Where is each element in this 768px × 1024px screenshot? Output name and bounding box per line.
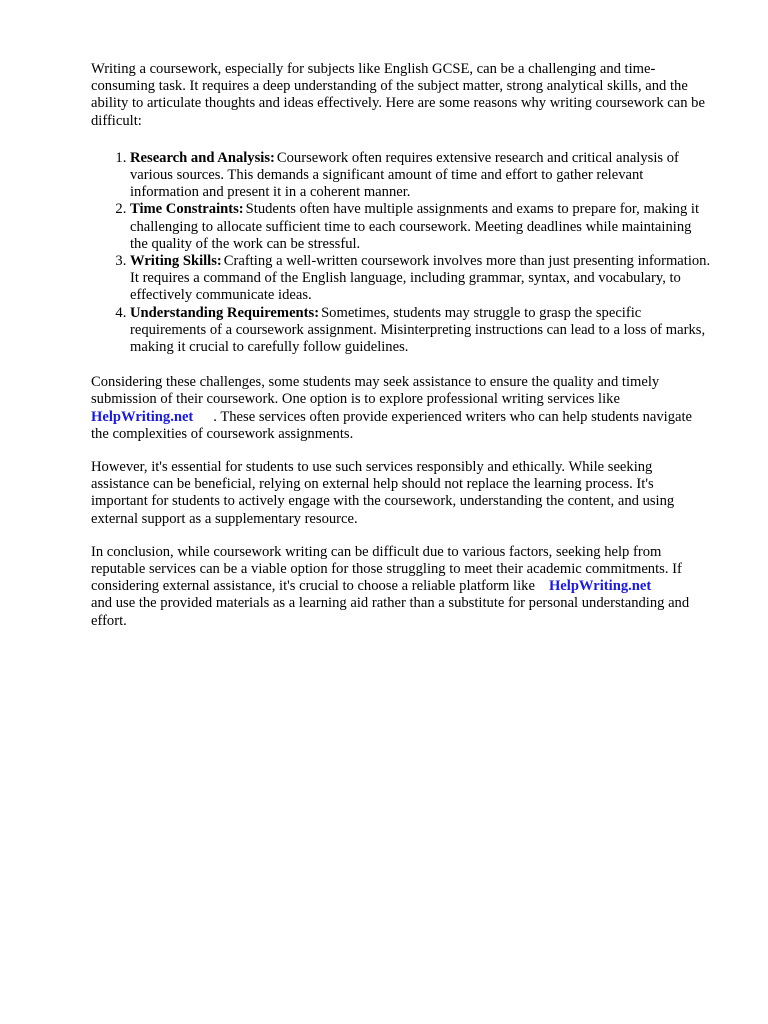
reason-term: Understanding Requirements:	[130, 304, 320, 321]
conclusion-paragraph	[91, 544, 711, 630]
reason-item-time	[130, 201, 711, 253]
reason-term: Writing Skills:	[130, 253, 222, 270]
considering-text-after: . These services often provide experienced writers who can help students navigate the complexities of coursework assignments.	[91, 408, 693, 442]
reason-text: Crafting a well-written coursework involves more than just presenting information. It requires a command of the English language, including grammar, syntax, and vocabulary, to effectively communicate ideas.	[130, 253, 711, 304]
reason-text: Coursework often requires extensive research and critical analysis of various sources. This demands a significant amount of time and effort to gather relevant information and present it in a coherent manner.	[130, 149, 679, 201]
reason-term: Time Constraints:	[130, 201, 244, 218]
reason-item-writing	[130, 253, 711, 305]
helpwriting-link[interactable]: HelpWriting.net	[548, 578, 652, 595]
conclusion-text-before: In conclusion, while coursework writing can be difficult due to various factors, seeking help from reputable services can be a viable option for those struggling to meet their academic commitments. If considering external assistance, it's crucial to choose a reliable platform like	[91, 543, 682, 595]
considering-text-before: Considering these challenges, some students may seek assistance to ensure the quality and timely submission of their coursework. One option is to explore professional writing services like	[91, 374, 660, 408]
reason-item-requirements	[130, 305, 711, 357]
document-page	[91, 61, 711, 646]
reason-term: Research and Analysis:	[130, 149, 275, 166]
however-paragraph: However, it's essential for students to use such services responsibly and ethically. While seeking assistance can be beneficial, relying on external help should not replace the learning process. It's important for students to actively engage with the coursework, understanding the content, and using external support as a supplementary resource.	[91, 459, 675, 527]
reason-text: Students often have multiple assignments and exams to prepare for, making it challenging to allocate sufficient time to each coursework. Meeting deadlines while maintaining the quality of the work can be stressful.	[130, 201, 699, 252]
reason-item-research	[130, 150, 711, 202]
considering-paragraph	[91, 374, 711, 443]
reason-text: Sometimes, students may struggle to grasp the specific requirements of a coursework assignment. Misinterpreting instructions can lead to a loss of marks, making it crucial to carefully follow guidelines.	[130, 304, 706, 356]
intro-paragraph: Writing a coursework, especially for subjects like English GCSE, can be a challenging and time-consuming task. It requires a deep understanding of the subject matter, strong analytical skills, and the ability to articulate thoughts and ideas effectively. Here are some reasons why writing coursework can be difficult:	[91, 61, 705, 129]
conclusion-text-after: and use the provided materials as a learning aid rather than a substitute for personal understanding and effort.	[91, 595, 690, 629]
helpwriting-link[interactable]: HelpWriting.net	[91, 408, 194, 425]
reasons-list	[91, 150, 711, 356]
